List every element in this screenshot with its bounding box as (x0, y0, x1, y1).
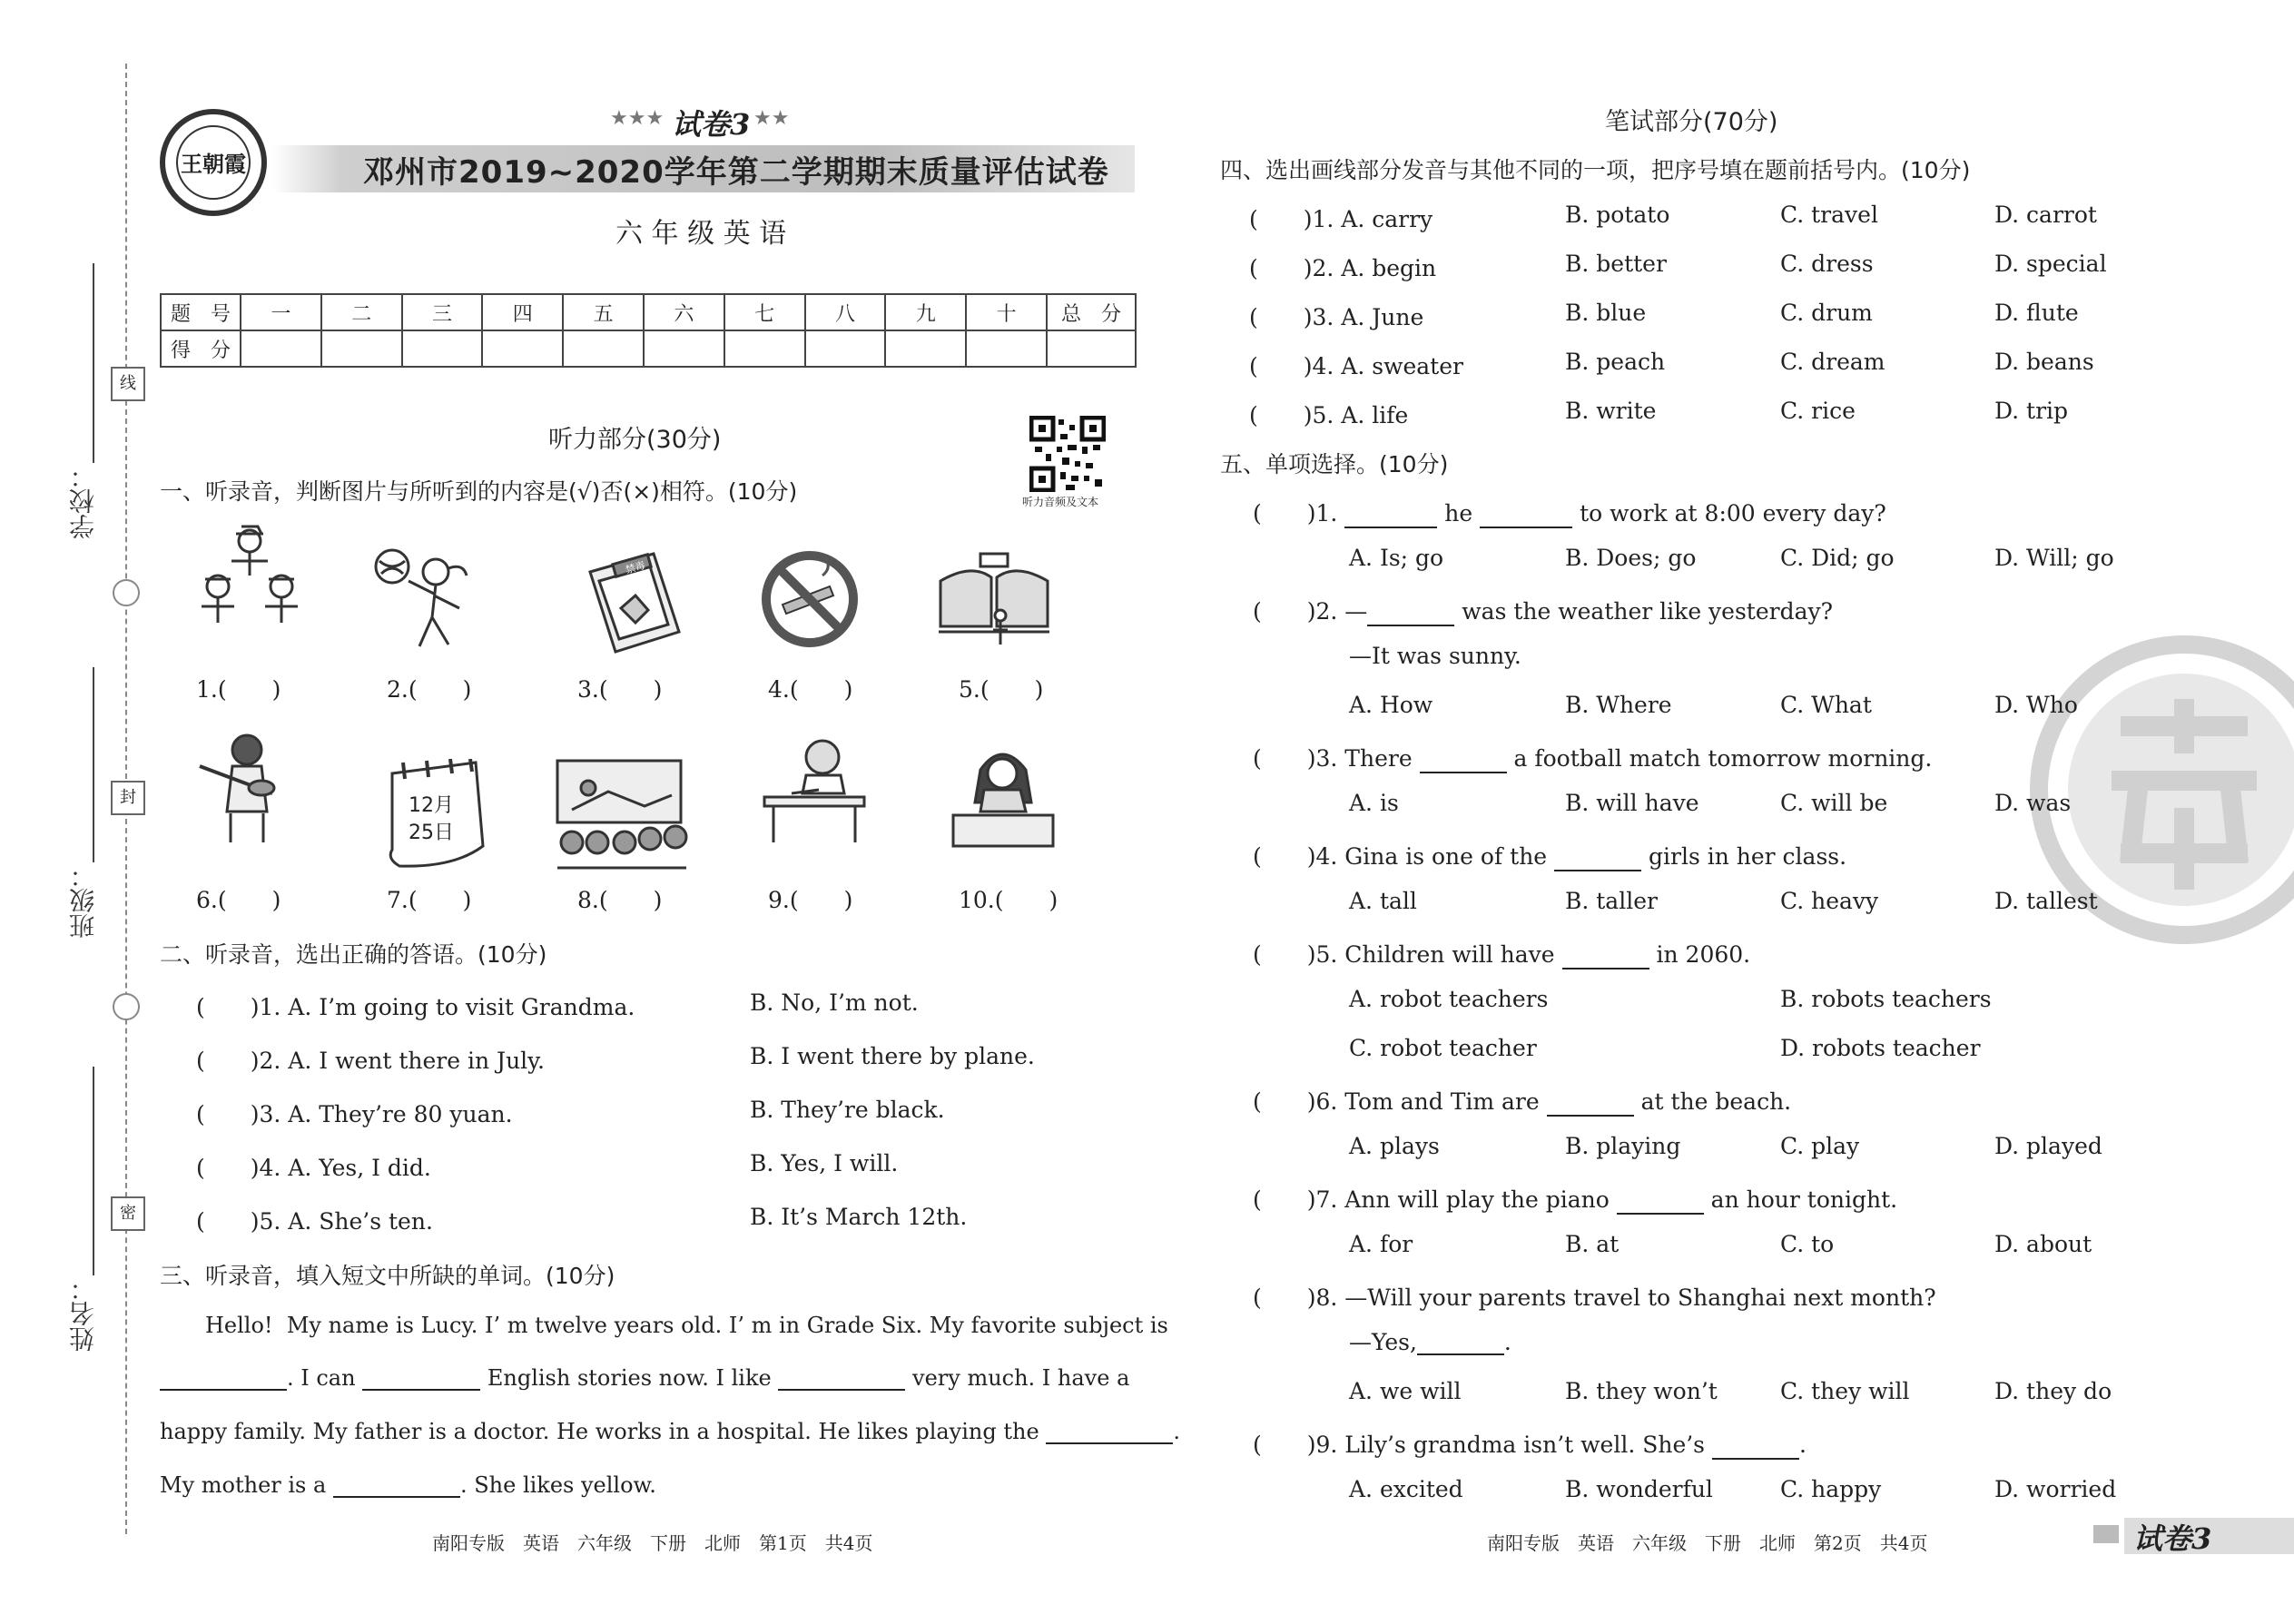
s5-q8-c[interactable]: C. they will (1780, 1378, 1910, 1404)
s3-line1: Hello! My name is Lucy. I’ m twelve years old. I’ m in Grade Six. My favorite subject is (205, 1313, 1168, 1338)
score-input-cell[interactable] (321, 330, 402, 367)
score-input-cell[interactable] (563, 330, 644, 367)
stem-text: to work at 8:00 every day? (1580, 500, 1886, 527)
s4-q1-d[interactable]: D. carrot (1994, 202, 2097, 228)
s5-q7-a[interactable]: A. for (1349, 1231, 1413, 1257)
s3-text: . I can (287, 1365, 356, 1391)
score-table-cell: 十 (966, 294, 1047, 330)
calendar-day: 25日 (409, 822, 454, 844)
calendar-month: 12月 (409, 794, 454, 817)
binding-mark-feng: 封 (111, 781, 145, 815)
s5-q9-b[interactable]: B. wonderful (1565, 1476, 1713, 1502)
stem-text: ( )6. Tom and Tim are (1253, 1088, 1540, 1115)
score-input-cell[interactable] (805, 330, 886, 367)
s3-blank-3[interactable] (778, 1365, 905, 1391)
s5-q3-a[interactable]: A. is (1349, 790, 1399, 816)
school-label: 学校： (68, 463, 98, 539)
star-decoration: ★★★ (610, 107, 665, 130)
score-table-cell: 七 (724, 294, 805, 330)
score-table-cell: 六 (644, 294, 724, 330)
s4-q3-b[interactable]: B. blue (1565, 300, 1647, 326)
footer-badge: 试卷3 (2133, 1521, 2212, 1556)
s5-q1-a[interactable]: A. Is; go (1349, 545, 1444, 571)
stem-text: at the beach. (1640, 1088, 1792, 1115)
s3-blank-1[interactable] (160, 1365, 287, 1391)
s5-q2-c[interactable]: C. What (1780, 692, 1872, 718)
footer-left: 南阳专版 英语 六年级 下册 北师 第1页 共4页 (432, 1532, 873, 1554)
binding-hole-top (113, 579, 140, 606)
s4-q1-c[interactable]: C. travel (1780, 202, 1878, 228)
s2-q3-a[interactable]: ( )3. A. They’re 80 yuan. (196, 1101, 513, 1127)
section4-title: 四、选出画线部分发音与其他不同的一项，把序号填在题前括号内。(10分) (1220, 157, 1971, 183)
s3-text: . (1173, 1419, 1180, 1444)
s3-line2 (160, 1365, 1137, 1391)
s1-item-9[interactable]: 9.( ) (768, 887, 853, 913)
s1-item-5[interactable]: 5.( ) (959, 676, 1044, 703)
s4-q4-c[interactable]: C. dream (1780, 349, 1885, 375)
score-table-cell: 题 号 (161, 294, 241, 330)
s5-q8-b[interactable]: B. they won’t (1565, 1378, 1718, 1404)
s1-item-1[interactable]: 1.( ) (196, 676, 281, 703)
stem-text: ( )3. There (1253, 745, 1413, 772)
s5-q2-stem (1253, 594, 1833, 626)
stem-text: ( )9. Lily’s grandma isn’t well. She’s (1253, 1432, 1706, 1458)
section5-title: 五、单项选择。(10分) (1220, 451, 1449, 477)
stem-text: an hour tonight. (1710, 1186, 1898, 1213)
stem-text: was the weather like yesterday? (1462, 598, 1834, 625)
s4-q3-d[interactable]: D. flute (1994, 300, 2079, 326)
s1-item-7[interactable]: 7.( ) (387, 887, 472, 913)
s1-item-3[interactable]: 3.( ) (577, 676, 663, 703)
stem-text: . (1798, 1432, 1807, 1458)
footer-right: 南阳专版 英语 六年级 下册 北师 第2页 共4页 (1487, 1532, 1928, 1554)
s5-q5-stem (1253, 937, 1750, 969)
s5-q5-blank[interactable] (1562, 944, 1649, 969)
s1-item-4[interactable]: 4.( ) (768, 676, 853, 703)
s4-q2-b[interactable]: B. better (1565, 251, 1667, 277)
class-write-line (93, 667, 94, 862)
series-badge: 试卷3 (672, 107, 751, 142)
s3-text: very much. I have a (912, 1365, 1130, 1391)
s5-q6-b[interactable]: B. playing (1565, 1133, 1681, 1159)
score-table-cell: 得 分 (161, 330, 241, 367)
s2-q2-b[interactable]: B. I went there by plane. (750, 1043, 1035, 1069)
s4-q2[interactable]: ( )2. A. begin (1249, 255, 1437, 281)
score-input-cell[interactable] (724, 330, 805, 367)
section2-title: 二、听录音，选出正确的答语。(10分) (160, 941, 547, 968)
boy-writing-picture (755, 730, 873, 848)
s5-q1-d[interactable]: D. Will; go (1994, 545, 2114, 571)
score-table-cell: 四 (482, 294, 563, 330)
s5-q3-blank[interactable] (1420, 748, 1507, 773)
s5-q6-d[interactable]: D. played (1994, 1133, 2102, 1159)
stem-text: a football match tomorrow morning. (1513, 745, 1933, 772)
audience-screen-picture (554, 755, 690, 873)
book-picture (572, 545, 690, 663)
s2-q1-a[interactable]: ( )1. A. I’m going to visit Grandma. (196, 994, 635, 1020)
s4-q2-d[interactable]: D. special (1994, 251, 2107, 277)
score-input-cell[interactable] (241, 330, 321, 367)
binding-hole-bottom (113, 993, 140, 1020)
stem-text: ( )2. — (1253, 598, 1368, 625)
s3-line4 (160, 1472, 656, 1498)
section3-title: 三、听录音，填入短文中所缺的单词。(10分) (160, 1263, 615, 1289)
s4-q5-b[interactable]: B. write (1565, 398, 1657, 424)
binding-mark-xian: 线 (111, 367, 145, 401)
boy-violin-picture (191, 730, 309, 848)
publisher-logo-text: 王朝霞 (176, 125, 251, 200)
s5-q2-b[interactable]: B. Where (1565, 692, 1672, 718)
score-input-cell[interactable] (644, 330, 724, 367)
s5-q6-blank[interactable] (1547, 1091, 1634, 1117)
s1-item-10[interactable]: 10.( ) (959, 887, 1058, 913)
s5-q4-c[interactable]: C. heavy (1780, 888, 1879, 914)
stem-text: ( )4. Gina is one of the (1253, 843, 1548, 870)
s5-q4-a[interactable]: A. tall (1349, 888, 1417, 914)
s2-q1-b[interactable]: B. No, I’m not. (750, 989, 919, 1016)
s4-q2-c[interactable]: C. dress (1780, 251, 1874, 277)
s5-q7-stem (1253, 1182, 1897, 1215)
s5-q3-b[interactable]: B. will have (1565, 790, 1699, 816)
score-table-cell: 三 (402, 294, 483, 330)
girl-at-desk-picture (944, 739, 1062, 857)
s5-q1-c[interactable]: C. Did; go (1780, 545, 1895, 571)
score-input-cell[interactable] (885, 330, 966, 367)
publisher-logo (160, 109, 267, 216)
s2-q4-a[interactable]: ( )4. A. Yes, I did. (196, 1155, 431, 1181)
exam-title: 邓州市2019~2020学年第二学期期末质量评估试卷 (363, 154, 1109, 191)
s3-text: . She likes yellow. (459, 1472, 656, 1498)
s5-q3-stem (1253, 741, 1932, 773)
name-write-line (93, 1067, 94, 1275)
s5-q7-c[interactable]: C. to (1780, 1231, 1835, 1257)
s5-q9-d[interactable]: D. worried (1994, 1476, 2117, 1502)
s5-q9-stem (1253, 1427, 1807, 1460)
s5-q3-d[interactable]: D. was (1994, 790, 2072, 816)
girl-volleyball-picture (372, 545, 490, 663)
s5-q1-blank-1[interactable] (1344, 503, 1437, 528)
s5-q8-reply (1349, 1329, 1511, 1355)
score-input-cell[interactable] (482, 330, 563, 367)
name-label: 姓名： (68, 1275, 98, 1352)
stem-text: ( )7. Ann will play the piano (1253, 1186, 1610, 1213)
s2-q2-a[interactable]: ( )2. A. I went there in July. (196, 1048, 545, 1074)
written-title: 笔试部分(70分) (1605, 108, 1778, 136)
s5-q8-stem: ( )8. —Will your parents travel to Shanghai next month? (1253, 1284, 1936, 1311)
stem-text: ( )5. Children will have (1253, 941, 1555, 968)
subject-title: 六 年 级 英 语 (615, 218, 787, 250)
s4-q4-b[interactable]: B. peach (1565, 349, 1666, 375)
s4-q4-d[interactable]: D. beans (1994, 349, 2094, 375)
s1-item-2[interactable]: 2.( ) (387, 676, 472, 703)
s1-item-6[interactable]: 6.( ) (196, 887, 281, 913)
s5-q2-d[interactable]: D. Who (1994, 692, 2078, 718)
stem-text: he (1444, 500, 1473, 527)
s5-q5-b[interactable]: B. robots teachers (1780, 986, 1992, 1012)
score-input-cell[interactable] (966, 330, 1047, 367)
score-table-cell: 五 (563, 294, 644, 330)
s5-q4-b[interactable]: B. taller (1565, 888, 1658, 914)
s5-q5-a[interactable]: A. robot teachers (1349, 986, 1549, 1012)
s3-blank-4[interactable] (1046, 1419, 1173, 1444)
star-decoration-right: ★★ (753, 107, 790, 130)
s4-q1[interactable]: ( )1. A. carry (1249, 206, 1433, 232)
s5-q2-blank[interactable] (1367, 601, 1454, 626)
s5-q8-blank[interactable] (1417, 1330, 1504, 1355)
scarecrows-picture (191, 521, 309, 639)
score-table-cell: 八 (805, 294, 886, 330)
stem-text: —Yes, (1349, 1329, 1417, 1355)
s4-q3[interactable]: ( )3. A. June (1249, 304, 1424, 330)
s3-text: My mother is a (160, 1472, 327, 1498)
tab-squares-icon (2093, 1525, 2119, 1543)
score-table-header-row (161, 294, 1136, 330)
s5-q4-d[interactable]: D. tallest (1994, 888, 2098, 914)
stem-text: . (1503, 1329, 1511, 1355)
qr-code-icon[interactable] (1029, 416, 1106, 492)
s5-q5-c[interactable]: C. robot teacher (1349, 1035, 1537, 1061)
s4-q4[interactable]: ( )4. A. sweater (1249, 353, 1463, 379)
s5-q7-d[interactable]: D. about (1994, 1231, 2092, 1257)
s4-q5-c[interactable]: C. rice (1780, 398, 1856, 424)
s5-q6-c[interactable]: C. play (1780, 1133, 1860, 1159)
qr-caption: 听力音频及文本 (1022, 496, 1099, 508)
s2-q4-b[interactable]: B. Yes, I will. (750, 1150, 899, 1176)
score-table-cell: 总 分 (1047, 294, 1136, 330)
park-gate-picture (935, 545, 1053, 663)
s3-text: English stories now. I like (487, 1365, 772, 1391)
score-input-cell[interactable] (1047, 330, 1136, 367)
s5-q1-b[interactable]: B. Does; go (1565, 545, 1697, 571)
s4-q5[interactable]: ( )5. A. life (1249, 402, 1409, 428)
s5-q7-blank[interactable] (1617, 1189, 1704, 1215)
s5-q4-stem (1253, 839, 1846, 871)
s3-blank-5[interactable] (333, 1472, 460, 1498)
s5-q6-a[interactable]: A. plays (1349, 1133, 1440, 1159)
s3-line3 (160, 1419, 1180, 1444)
s2-q3-b[interactable]: B. They’re black. (750, 1097, 945, 1123)
class-label: 班级： (68, 862, 98, 939)
s3-text: happy family. My father is a doctor. He works in a hospital. He likes playing the (160, 1419, 1039, 1444)
stem-text: in 2060. (1656, 941, 1751, 968)
no-smoking-sign-icon (753, 543, 871, 661)
s5-q1-stem (1253, 496, 1886, 528)
s5-q2-a[interactable]: A. How (1349, 692, 1433, 718)
score-input-cell[interactable] (402, 330, 483, 367)
s5-q1-blank-2[interactable] (1480, 503, 1572, 528)
s4-q3-c[interactable]: C. drum (1780, 300, 1873, 326)
s5-q5-d[interactable]: D. robots teacher (1780, 1035, 1981, 1061)
s5-q2-reply: —It was sunny. (1349, 643, 1521, 669)
s1-item-8[interactable]: 8.( ) (577, 887, 663, 913)
s5-q7-b[interactable]: B. at (1565, 1231, 1620, 1257)
binding-mark-mi: 密 (111, 1196, 145, 1231)
s5-q6-stem (1253, 1084, 1791, 1117)
score-table-score-row (161, 330, 1136, 367)
stem-text: ( )1. (1253, 500, 1338, 527)
s4-q1-b[interactable]: B. potato (1565, 202, 1670, 228)
s5-q9-c[interactable]: C. happy (1780, 1476, 1882, 1502)
s3-blank-2[interactable] (362, 1365, 480, 1391)
s5-q8-a[interactable]: A. we will (1349, 1378, 1462, 1404)
s5-q4-blank[interactable] (1554, 846, 1641, 871)
s2-q5-b[interactable]: B. It’s March 12th. (750, 1204, 968, 1230)
score-table (160, 293, 1137, 368)
s5-q9-a[interactable]: A. excited (1349, 1476, 1463, 1502)
school-write-line (93, 263, 94, 463)
stem-text: girls in her class. (1649, 843, 1847, 870)
s2-q5-a[interactable]: ( )5. A. She’s ten. (196, 1208, 433, 1235)
s5-q3-c[interactable]: C. will be (1780, 790, 1888, 816)
book-label: 禁毒 (624, 559, 647, 576)
s5-q9-blank[interactable] (1712, 1434, 1799, 1460)
score-table-cell: 九 (885, 294, 966, 330)
listening-title: 听力部分(30分) (548, 426, 722, 454)
section1-title: 一、听录音，判断图片与所听到的内容是(√)否(×)相符。(10分) (160, 478, 798, 505)
score-table-cell: 一 (241, 294, 321, 330)
score-table-cell: 二 (321, 294, 402, 330)
s5-q8-d[interactable]: D. they do (1994, 1378, 2112, 1404)
s4-q5-d[interactable]: D. trip (1994, 398, 2069, 424)
